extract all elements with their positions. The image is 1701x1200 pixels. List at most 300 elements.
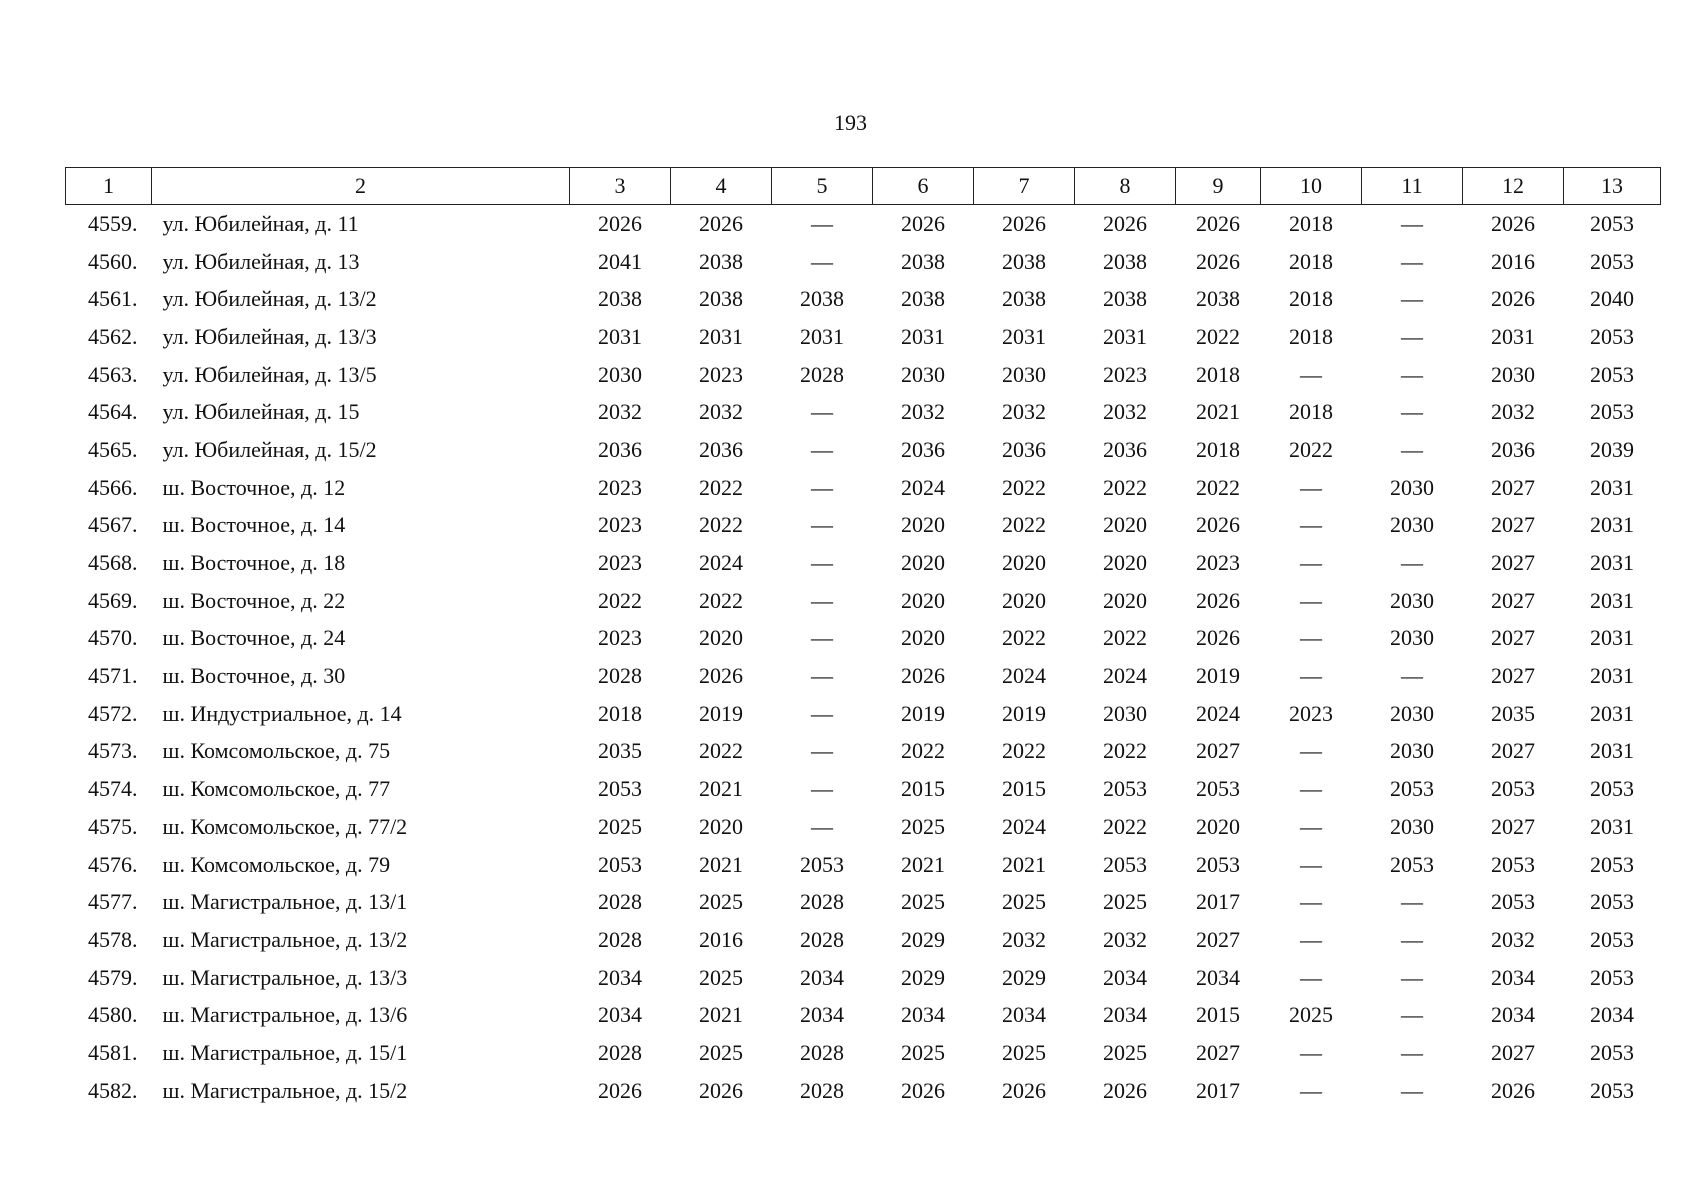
year-cell: 2038 <box>901 248 945 274</box>
table-row <box>66 770 1661 808</box>
year-cell: 2034 <box>1491 964 1535 990</box>
year-cell: 2025 <box>1002 889 1046 915</box>
year-cell: 2031 <box>1590 625 1634 651</box>
address-cell: ул. Юбилейная, д. 15 <box>162 399 360 425</box>
year-cell: 2031 <box>1590 550 1634 576</box>
year-cell: 2031 <box>1590 474 1634 500</box>
year-cell: 2025 <box>598 813 642 839</box>
year-cell: — <box>1300 889 1322 915</box>
column-header-13: 13 <box>1564 168 1661 205</box>
table-row <box>66 280 1661 318</box>
year-cell: — <box>1300 663 1322 689</box>
row-number-cell: 4575. <box>88 813 138 839</box>
year-cell: 2035 <box>598 738 642 764</box>
year-cell: 2053 <box>1196 851 1240 877</box>
year-cell: — <box>811 550 833 576</box>
year-cell: 2034 <box>598 964 642 990</box>
year-cell: 2036 <box>1103 436 1147 462</box>
year-cell: 2022 <box>1103 474 1147 500</box>
year-cell: — <box>811 248 833 274</box>
year-cell: 2027 <box>1491 738 1535 764</box>
address-cell: ш. Магистральное, д. 13/3 <box>162 964 408 990</box>
year-cell: 2021 <box>699 851 743 877</box>
year-cell: 2031 <box>1103 323 1147 349</box>
row-number-cell: 4574. <box>88 776 138 802</box>
column-header-10: 10 <box>1261 168 1362 205</box>
address-cell: ш. Комсомольское, д. 79 <box>162 851 391 877</box>
year-cell: — <box>1300 851 1322 877</box>
year-cell: 2053 <box>598 776 642 802</box>
table-row <box>66 393 1661 431</box>
year-cell: 2020 <box>1103 512 1147 538</box>
year-cell: 2053 <box>1590 1077 1634 1103</box>
table-body <box>66 205 1661 1110</box>
year-cell: 2034 <box>1002 1002 1046 1028</box>
year-cell: 2038 <box>800 286 844 312</box>
row-number-cell: 4573. <box>88 738 138 764</box>
year-cell: 2041 <box>598 248 642 274</box>
year-cell: 2019 <box>1196 663 1240 689</box>
year-cell: 2053 <box>1590 1039 1634 1065</box>
year-cell: 2026 <box>1103 1077 1147 1103</box>
year-cell: 2023 <box>598 474 642 500</box>
year-cell: 2028 <box>800 1039 844 1065</box>
row-number-cell: 4569. <box>88 587 138 613</box>
year-cell: 2053 <box>1196 776 1240 802</box>
year-cell: 2026 <box>1491 210 1535 236</box>
year-cell: 2023 <box>598 550 642 576</box>
address-cell: ул. Юбилейная, д. 13/2 <box>162 286 377 312</box>
table-row <box>66 657 1661 695</box>
year-cell: 2020 <box>901 512 945 538</box>
year-cell: 2026 <box>901 663 945 689</box>
table-row <box>66 544 1661 582</box>
year-cell: — <box>1401 889 1423 915</box>
year-cell: — <box>811 512 833 538</box>
year-cell: — <box>811 587 833 613</box>
year-cell: 2030 <box>1491 361 1535 387</box>
year-cell: 2031 <box>598 323 642 349</box>
year-cell: 2027 <box>1491 625 1535 651</box>
year-cell: 2020 <box>1103 587 1147 613</box>
row-number-cell: 4568. <box>88 550 138 576</box>
year-cell: 2053 <box>1390 851 1434 877</box>
table-row <box>66 1072 1661 1110</box>
year-cell: 2026 <box>901 210 945 236</box>
year-cell: 2017 <box>1196 1077 1240 1103</box>
table-row <box>66 582 1661 620</box>
row-number-cell: 4566. <box>88 474 138 500</box>
year-cell: 2027 <box>1196 926 1240 952</box>
year-cell: 2027 <box>1491 550 1535 576</box>
year-cell: 2032 <box>901 399 945 425</box>
column-header-1: 1 <box>66 168 152 205</box>
address-cell: ул. Юбилейная, д. 15/2 <box>162 436 377 462</box>
column-header-11: 11 <box>1362 168 1463 205</box>
year-cell: 2022 <box>1002 738 1046 764</box>
year-cell: 2021 <box>1002 851 1046 877</box>
year-cell: 2023 <box>1196 550 1240 576</box>
year-cell: 2030 <box>1390 587 1434 613</box>
year-cell: 2022 <box>1002 512 1046 538</box>
year-cell: 2027 <box>1491 512 1535 538</box>
year-cell: 2023 <box>1103 361 1147 387</box>
column-header-2: 2 <box>152 168 570 205</box>
year-cell: 2053 <box>1590 248 1634 274</box>
year-cell: 2031 <box>1590 813 1634 839</box>
year-cell: 2015 <box>901 776 945 802</box>
year-cell: 2020 <box>1196 813 1240 839</box>
year-cell: 2016 <box>699 926 743 952</box>
year-cell: 2024 <box>699 550 743 576</box>
year-cell: 2019 <box>1002 700 1046 726</box>
year-cell: 2038 <box>1002 286 1046 312</box>
year-cell: 2022 <box>699 738 743 764</box>
year-cell: 2032 <box>699 399 743 425</box>
year-cell: 2025 <box>901 889 945 915</box>
year-cell: — <box>1300 625 1322 651</box>
year-cell: 2025 <box>901 813 945 839</box>
row-number-cell: 4562. <box>88 323 138 349</box>
year-cell: 2025 <box>699 889 743 915</box>
column-header-6: 6 <box>873 168 974 205</box>
year-cell: 2053 <box>1590 210 1634 236</box>
year-cell: 2026 <box>1196 625 1240 651</box>
year-cell: 2028 <box>598 663 642 689</box>
year-cell: 2018 <box>1289 399 1333 425</box>
year-cell: 2034 <box>1491 1002 1535 1028</box>
table-row <box>66 846 1661 884</box>
year-cell: — <box>811 738 833 764</box>
year-cell: 2024 <box>901 474 945 500</box>
year-cell: 2026 <box>1491 286 1535 312</box>
year-cell: — <box>811 813 833 839</box>
year-cell: 2053 <box>598 851 642 877</box>
year-cell: 2053 <box>1590 323 1634 349</box>
year-cell: 2030 <box>1002 361 1046 387</box>
year-cell: 2015 <box>1002 776 1046 802</box>
year-cell: 2022 <box>1103 813 1147 839</box>
year-cell: 2021 <box>699 776 743 802</box>
year-cell: — <box>1401 1002 1423 1028</box>
year-cell: 2030 <box>1390 625 1434 651</box>
row-number-cell: 4578. <box>88 926 138 952</box>
table-row <box>66 733 1661 771</box>
year-cell: 2034 <box>800 964 844 990</box>
row-number-cell: 4579. <box>88 964 138 990</box>
year-cell: 2053 <box>1590 889 1634 915</box>
year-cell: 2020 <box>901 587 945 613</box>
year-cell: 2023 <box>699 361 743 387</box>
year-cell: 2053 <box>1590 964 1634 990</box>
year-cell: 2020 <box>699 813 743 839</box>
year-cell: 2020 <box>699 625 743 651</box>
year-cell: — <box>1300 361 1322 387</box>
year-cell: — <box>811 663 833 689</box>
year-cell: 2020 <box>1103 550 1147 576</box>
address-cell: ш. Магистральное, д. 13/6 <box>162 1002 408 1028</box>
year-cell: 2038 <box>1002 248 1046 274</box>
year-cell: 2025 <box>1002 1039 1046 1065</box>
year-cell: 2017 <box>1196 889 1240 915</box>
year-cell: 2038 <box>1103 286 1147 312</box>
column-header-12: 12 <box>1463 168 1564 205</box>
year-cell: 2026 <box>901 1077 945 1103</box>
year-cell: — <box>1300 813 1322 839</box>
year-cell: 2022 <box>1002 625 1046 651</box>
year-cell: 2034 <box>1103 1002 1147 1028</box>
year-cell: 2036 <box>1002 436 1046 462</box>
year-cell: 2018 <box>1289 323 1333 349</box>
year-cell: 2031 <box>699 323 743 349</box>
row-number-cell: 4572. <box>88 700 138 726</box>
year-cell: 2027 <box>1491 474 1535 500</box>
address-cell: ш. Восточное, д. 24 <box>162 625 346 651</box>
year-cell: 2022 <box>1196 323 1240 349</box>
year-cell: — <box>1401 663 1423 689</box>
year-cell: — <box>1300 474 1322 500</box>
year-cell: — <box>811 700 833 726</box>
year-cell: 2026 <box>699 210 743 236</box>
year-cell: 2034 <box>901 1002 945 1028</box>
year-cell: — <box>1300 1077 1322 1103</box>
column-header-4: 4 <box>671 168 772 205</box>
year-cell: 2027 <box>1491 587 1535 613</box>
address-cell: ул. Юбилейная, д. 13 <box>162 248 360 274</box>
year-cell: 2026 <box>1196 210 1240 236</box>
year-cell: 2031 <box>1002 323 1046 349</box>
year-cell: — <box>811 436 833 462</box>
year-cell: 2034 <box>1590 1002 1634 1028</box>
year-cell: — <box>1401 550 1423 576</box>
year-cell: 2023 <box>598 625 642 651</box>
year-cell: 2034 <box>800 1002 844 1028</box>
address-cell: ш. Комсомольское, д. 77 <box>162 776 391 802</box>
year-cell: 2026 <box>1196 512 1240 538</box>
year-cell: 2027 <box>1196 1039 1240 1065</box>
year-cell: — <box>1401 361 1423 387</box>
year-cell: 2018 <box>1196 361 1240 387</box>
year-cell: 2028 <box>800 1077 844 1103</box>
year-cell: — <box>1401 1039 1423 1065</box>
year-cell: 2036 <box>699 436 743 462</box>
row-number-cell: 4580. <box>88 1002 138 1028</box>
table-row <box>66 695 1661 733</box>
year-cell: 2034 <box>1196 964 1240 990</box>
address-cell: ул. Юбилейная, д. 11 <box>162 210 359 236</box>
row-number-cell: 4582. <box>88 1077 138 1103</box>
year-cell: 2036 <box>901 436 945 462</box>
year-cell: 2036 <box>598 436 642 462</box>
year-cell: 2026 <box>1002 210 1046 236</box>
year-cell: 2026 <box>1491 1077 1535 1103</box>
year-cell: — <box>1300 587 1322 613</box>
year-cell: 2032 <box>1103 926 1147 952</box>
row-number-cell: 4581. <box>88 1039 138 1065</box>
year-cell: — <box>1401 399 1423 425</box>
year-cell: 2025 <box>901 1039 945 1065</box>
year-cell: 2015 <box>1196 1002 1240 1028</box>
address-cell: ш. Комсомольское, д. 77/2 <box>162 813 408 839</box>
schedule-table <box>65 167 1661 1110</box>
year-cell: 2028 <box>800 889 844 915</box>
year-cell: 2026 <box>1196 248 1240 274</box>
table-row <box>66 996 1661 1034</box>
address-cell: ш. Магистральное, д. 13/2 <box>162 926 408 952</box>
table-row <box>66 243 1661 281</box>
year-cell: — <box>1300 964 1322 990</box>
row-number-cell: 4577. <box>88 889 138 915</box>
year-cell: 2024 <box>1002 813 1046 839</box>
year-cell: 2018 <box>1289 210 1333 236</box>
year-cell: 2025 <box>1103 1039 1147 1065</box>
year-cell: 2053 <box>1103 776 1147 802</box>
address-cell: ш. Восточное, д. 30 <box>162 663 346 689</box>
year-cell: 2031 <box>1491 323 1535 349</box>
year-cell: — <box>1300 738 1322 764</box>
year-cell: 2020 <box>901 550 945 576</box>
year-cell: 2030 <box>1390 512 1434 538</box>
year-cell: — <box>1300 550 1322 576</box>
year-cell: 2024 <box>1002 663 1046 689</box>
address-cell: ш. Индустриальное, д. 14 <box>162 700 402 726</box>
year-cell: 2035 <box>1491 700 1535 726</box>
year-cell: 2031 <box>1590 738 1634 764</box>
column-header-3: 3 <box>570 168 671 205</box>
page-number: 193 <box>834 110 867 135</box>
year-cell: 2053 <box>1590 361 1634 387</box>
year-cell: — <box>1401 248 1423 274</box>
year-cell: 2022 <box>1289 436 1333 462</box>
year-cell: 2034 <box>1103 964 1147 990</box>
year-cell: 2026 <box>1196 587 1240 613</box>
address-cell: ш. Магистральное, д. 15/2 <box>162 1077 408 1103</box>
table-row <box>66 356 1661 394</box>
year-cell: 2029 <box>1002 964 1046 990</box>
year-cell: — <box>1401 964 1423 990</box>
year-cell: 2030 <box>1103 700 1147 726</box>
year-cell: 2030 <box>1390 813 1434 839</box>
year-cell: 2038 <box>901 286 945 312</box>
year-cell: 2034 <box>598 1002 642 1028</box>
year-cell: 2026 <box>598 210 642 236</box>
address-cell: ш. Восточное, д. 22 <box>162 587 346 613</box>
year-cell: 2027 <box>1196 738 1240 764</box>
year-cell: 2022 <box>598 587 642 613</box>
year-cell: 2053 <box>1103 851 1147 877</box>
year-cell: 2040 <box>1590 286 1634 312</box>
year-cell: — <box>811 474 833 500</box>
year-cell: — <box>1401 436 1423 462</box>
row-number-cell: 4561. <box>88 286 138 312</box>
year-cell: — <box>811 399 833 425</box>
year-cell: 2028 <box>598 889 642 915</box>
year-cell: 2022 <box>1002 474 1046 500</box>
year-cell: — <box>1300 926 1322 952</box>
year-cell: 2038 <box>699 286 743 312</box>
year-cell: 2018 <box>1289 248 1333 274</box>
year-cell: 2022 <box>901 738 945 764</box>
year-cell: 2053 <box>1390 776 1434 802</box>
row-number-cell: 4564. <box>88 399 138 425</box>
year-cell: 2024 <box>1196 700 1240 726</box>
table-row <box>66 808 1661 846</box>
year-cell: 2016 <box>1491 248 1535 274</box>
year-cell: 2031 <box>1590 512 1634 538</box>
table-row <box>66 318 1661 356</box>
year-cell: 2025 <box>1103 889 1147 915</box>
year-cell: 2030 <box>901 361 945 387</box>
year-cell: 2022 <box>1196 474 1240 500</box>
year-cell: 2053 <box>1491 851 1535 877</box>
year-cell: 2053 <box>1491 889 1535 915</box>
year-cell: 2031 <box>1590 663 1634 689</box>
year-cell: 2024 <box>1103 663 1147 689</box>
year-cell: 2026 <box>699 663 743 689</box>
year-cell: 2032 <box>1002 926 1046 952</box>
year-cell: — <box>1401 286 1423 312</box>
year-cell: — <box>811 625 833 651</box>
column-header-9: 9 <box>1176 168 1261 205</box>
year-cell: 2026 <box>1103 210 1147 236</box>
table-row <box>66 469 1661 507</box>
table-row <box>66 883 1661 921</box>
address-cell: ш. Восточное, д. 14 <box>162 512 346 538</box>
row-number-cell: 4571. <box>88 663 138 689</box>
row-number-cell: 4567. <box>88 512 138 538</box>
year-cell: 2053 <box>1590 851 1634 877</box>
year-cell: — <box>1300 1039 1322 1065</box>
row-number-cell: 4576. <box>88 851 138 877</box>
year-cell: — <box>1401 210 1423 236</box>
year-cell: 2022 <box>699 587 743 613</box>
year-cell: 2030 <box>1390 738 1434 764</box>
address-cell: ш. Комсомольское, д. 75 <box>162 738 391 764</box>
address-cell: ш. Магистральное, д. 15/1 <box>162 1039 408 1065</box>
year-cell: — <box>1300 776 1322 802</box>
row-number-cell: 4565. <box>88 436 138 462</box>
year-cell: 2022 <box>699 474 743 500</box>
table-header-row <box>66 168 1661 205</box>
address-cell: ш. Восточное, д. 12 <box>162 474 346 500</box>
year-cell: 2018 <box>1196 436 1240 462</box>
year-cell: 2022 <box>1103 738 1147 764</box>
table-row <box>66 620 1661 658</box>
year-cell: 2032 <box>1103 399 1147 425</box>
year-cell: 2023 <box>1289 700 1333 726</box>
year-cell: 2019 <box>699 700 743 726</box>
year-cell: 2053 <box>1590 776 1634 802</box>
year-cell: 2022 <box>1103 625 1147 651</box>
year-cell: 2053 <box>1590 926 1634 952</box>
year-cell: 2032 <box>1002 399 1046 425</box>
year-cell: 2026 <box>598 1077 642 1103</box>
address-cell: ул. Юбилейная, д. 13/5 <box>162 361 377 387</box>
year-cell: 2038 <box>1196 286 1240 312</box>
year-cell: 2018 <box>1289 286 1333 312</box>
year-cell: 2032 <box>1491 926 1535 952</box>
year-cell: — <box>1401 323 1423 349</box>
year-cell: 2032 <box>598 399 642 425</box>
year-cell: 2019 <box>901 700 945 726</box>
table-row <box>66 431 1661 469</box>
year-cell: 2028 <box>800 926 844 952</box>
column-header-7: 7 <box>974 168 1075 205</box>
row-number-cell: 4570. <box>88 625 138 651</box>
year-cell: 2031 <box>1590 700 1634 726</box>
year-cell: 2038 <box>598 286 642 312</box>
address-cell: ш. Восточное, д. 18 <box>162 550 346 576</box>
